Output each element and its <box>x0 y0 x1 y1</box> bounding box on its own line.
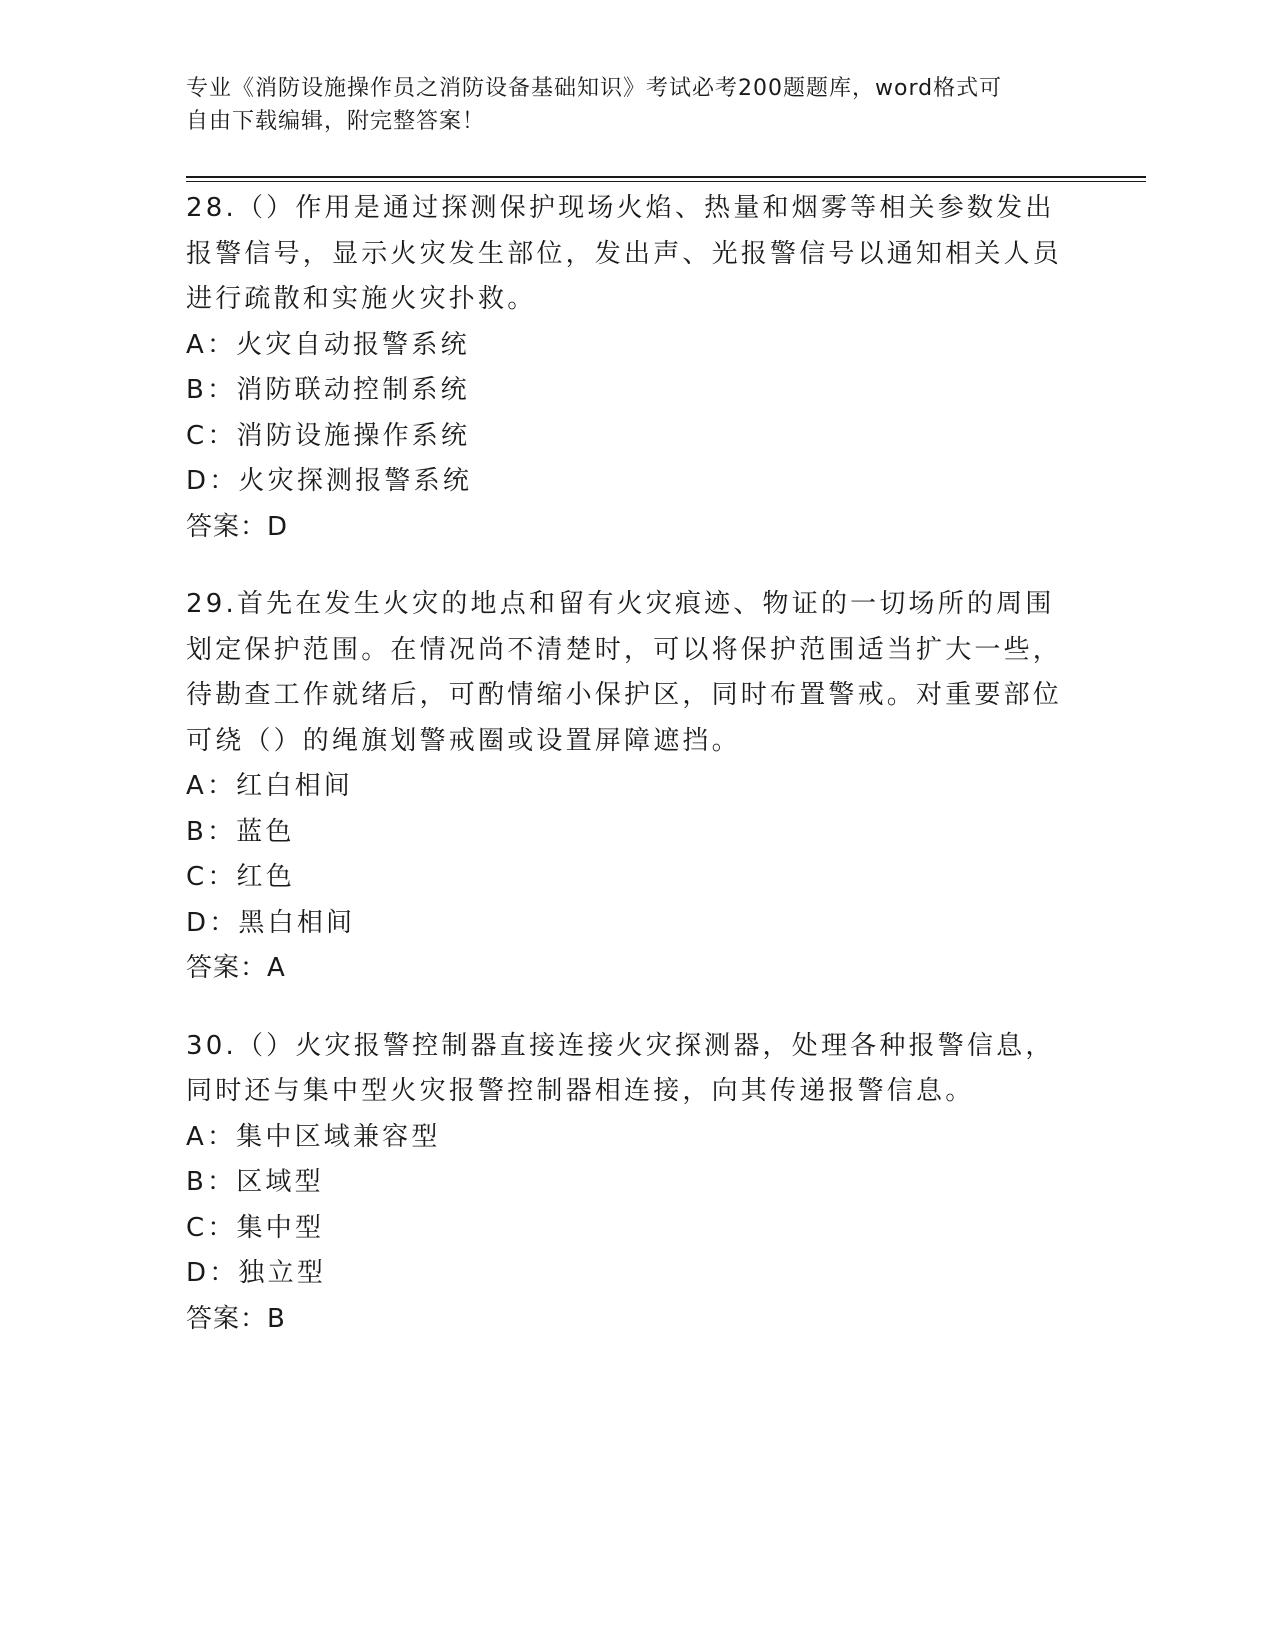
question-list <box>186 186 1066 1374</box>
question-text: 30.（）火灾报警控制器直接连接火灾探测器，处理各种报警信息，同时还与集中型火灾报警控制器相连接，向其传递报警信息。 <box>186 1030 1055 1106</box>
option-b: B：消防联动控制系统 <box>186 375 470 405</box>
option-a: A：火灾自动报警系统 <box>186 329 470 360</box>
question-30 <box>186 1024 1066 1343</box>
header-line-1: 专业《消防设施操作员之消防设备基础知识》考试必考200题题库，word格式可 <box>186 76 1003 101</box>
option-c: C：消防设施操作系统 <box>186 420 471 451</box>
option-c: C：红色 <box>186 862 295 892</box>
question-text: 28.（）作用是通过探测保护现场火焰、热量和烟雾等相关参数发出报警信号，显示火灾发生部位，发出声、光报警信号以通知相关人员进行疏散和实施火灾扑救。 <box>186 193 1063 314</box>
option-a: A：红白相间 <box>186 771 353 801</box>
option-c: C：集中型 <box>186 1212 325 1243</box>
option-d: D：黑白相间 <box>186 907 356 938</box>
question-28 <box>186 186 1066 550</box>
option-b: B：蓝色 <box>186 816 295 847</box>
option-b: B：区域型 <box>186 1167 324 1197</box>
header-rule <box>186 176 1146 178</box>
option-a: A：集中区域兼容型 <box>186 1121 441 1152</box>
header-line-2: 自由下载编辑，附完整答案！ <box>186 109 486 134</box>
document-header <box>186 72 1066 138</box>
question-text: 29.首先在发生火灾的地点和留有火灾痕迹、物证的一切场所的周围划定保护范围。在情况尚不清楚时，可以将保护范围适当扩大一些，待勘查工作就绪后，可酌情缩小保护区，同时布置警戒。对重要部位可绕（）的绳旗划警戒圈或设置屏障遮挡。 <box>186 589 1063 756</box>
header-rule-thin <box>186 181 1146 182</box>
option-d: D：火灾探测报警系统 <box>186 466 473 496</box>
answer: 答案：A <box>186 953 286 983</box>
option-d: D：独立型 <box>186 1258 327 1288</box>
answer: 答案：B <box>186 1303 286 1334</box>
question-29 <box>186 582 1066 992</box>
answer: 答案：D <box>186 511 289 542</box>
